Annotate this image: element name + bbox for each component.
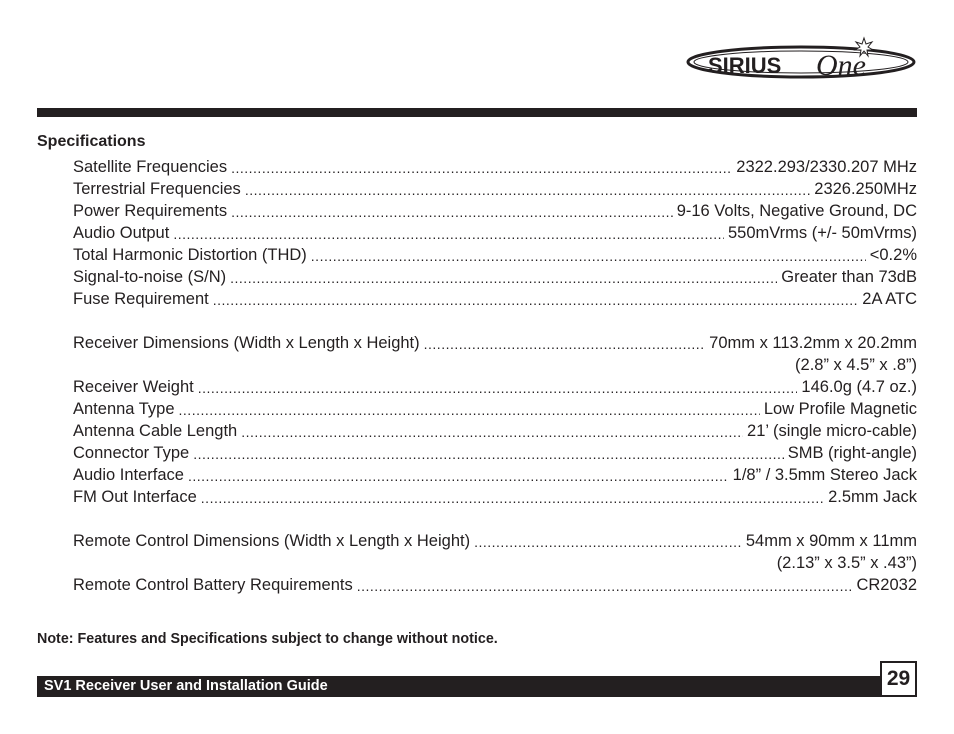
- spec-value: 54mm x 90mm x 11mm: [745, 532, 917, 550]
- dot-leader: [474, 533, 742, 552]
- spec-value: 21’ (single micro-cable): [747, 422, 917, 440]
- spec-label: Signal-to-noise (S/N): [73, 268, 227, 286]
- spec-row: [73, 464, 917, 486]
- dot-leader: [230, 269, 777, 288]
- spec-label: Audio Output: [73, 224, 170, 242]
- spec-row: [73, 200, 917, 222]
- spec-label: Receiver Weight: [73, 378, 194, 396]
- dot-leader: [241, 423, 743, 442]
- dot-leader: [357, 577, 853, 596]
- spec-value: 2322.293/2330.207 MHz: [736, 158, 917, 176]
- dot-leader: [188, 467, 729, 486]
- spec-row: [73, 486, 917, 508]
- spec-row: [73, 420, 917, 442]
- spec-row: [73, 244, 917, 266]
- dot-leader: [193, 445, 784, 464]
- spec-label: Total Harmonic Distortion (THD): [73, 246, 307, 264]
- spec-row: [73, 332, 917, 354]
- spacer: [73, 508, 917, 530]
- spec-label: Receiver Dimensions (Width x Length x Height): [73, 334, 420, 352]
- spec-value-continuation: (2.13” x 3.5” x .43”): [776, 554, 917, 572]
- disclaimer-note: Note: Features and Specifications subject to change without notice.: [37, 631, 498, 647]
- dot-leader: [231, 203, 673, 222]
- spec-value: 70mm x 113.2mm x 20.2mm: [709, 334, 917, 352]
- spec-row: [73, 266, 917, 288]
- spec-list: [73, 156, 917, 596]
- spec-label: FM Out Interface: [73, 488, 197, 506]
- dot-leader: [311, 247, 866, 266]
- spec-label: Fuse Requirement: [73, 290, 209, 308]
- dot-leader: [173, 225, 724, 244]
- header-rule: [37, 108, 917, 117]
- logo-wordmark-one: One: [816, 49, 866, 82]
- spec-value: SMB (right-angle): [787, 444, 917, 462]
- spec-row: [73, 398, 917, 420]
- spec-label: Antenna Type: [73, 400, 175, 418]
- dot-leader: [201, 489, 824, 508]
- spec-label: Power Requirements: [73, 202, 228, 220]
- spec-row: [73, 178, 917, 200]
- dot-leader: [179, 401, 760, 420]
- spec-label: Audio Interface: [73, 466, 184, 484]
- spec-value: 1/8” / 3.5mm Stereo Jack: [732, 466, 917, 484]
- spec-row: [73, 222, 917, 244]
- footer-guide-title: SV1 Receiver User and Installation Guide: [37, 676, 880, 697]
- spacer: [73, 310, 917, 332]
- spec-row: [73, 288, 917, 310]
- spec-label: Remote Control Dimensions (Width x Length x Height): [73, 532, 471, 550]
- spec-value: 2A ATC: [862, 290, 917, 308]
- spec-value: 146.0g (4.7 oz.): [801, 378, 917, 396]
- spec-value: Greater than 73dB: [781, 268, 917, 286]
- dot-leader: [213, 291, 859, 310]
- spec-label: Remote Control Battery Requirements: [73, 576, 353, 594]
- spec-value: 2.5mm Jack: [828, 488, 917, 506]
- sirius-one-logo: [686, 36, 920, 82]
- spec-value: CR2032: [856, 576, 917, 594]
- logo-wordmark-sirius: SIRIUS: [708, 53, 782, 78]
- spec-row: [73, 574, 917, 596]
- spec-value: 550mVrms (+/- 50mVrms): [727, 224, 917, 242]
- spec-row: [73, 156, 917, 178]
- spec-row: [73, 530, 917, 552]
- spec-row: [73, 376, 917, 398]
- spec-row: [73, 442, 917, 464]
- dot-leader: [424, 335, 706, 354]
- spec-label: Terrestrial Frequencies: [73, 180, 241, 198]
- dot-leader: [231, 159, 732, 178]
- dot-leader: [245, 181, 810, 200]
- spec-label: Satellite Frequencies: [73, 158, 228, 176]
- spec-label: Connector Type: [73, 444, 190, 462]
- spec-value-continuation: (2.8” x 4.5” x .8”): [795, 356, 917, 374]
- page-number: 29: [880, 661, 917, 697]
- spec-value: 9-16 Volts, Negative Ground, DC: [676, 202, 917, 220]
- section-heading: Specifications: [37, 133, 146, 150]
- dot-leader: [198, 379, 798, 398]
- spec-label: Antenna Cable Length: [73, 422, 238, 440]
- spec-value: <0.2%: [869, 246, 917, 264]
- spec-value: 2326.250MHz: [814, 180, 917, 198]
- spec-value: Low Profile Magnetic: [763, 400, 917, 418]
